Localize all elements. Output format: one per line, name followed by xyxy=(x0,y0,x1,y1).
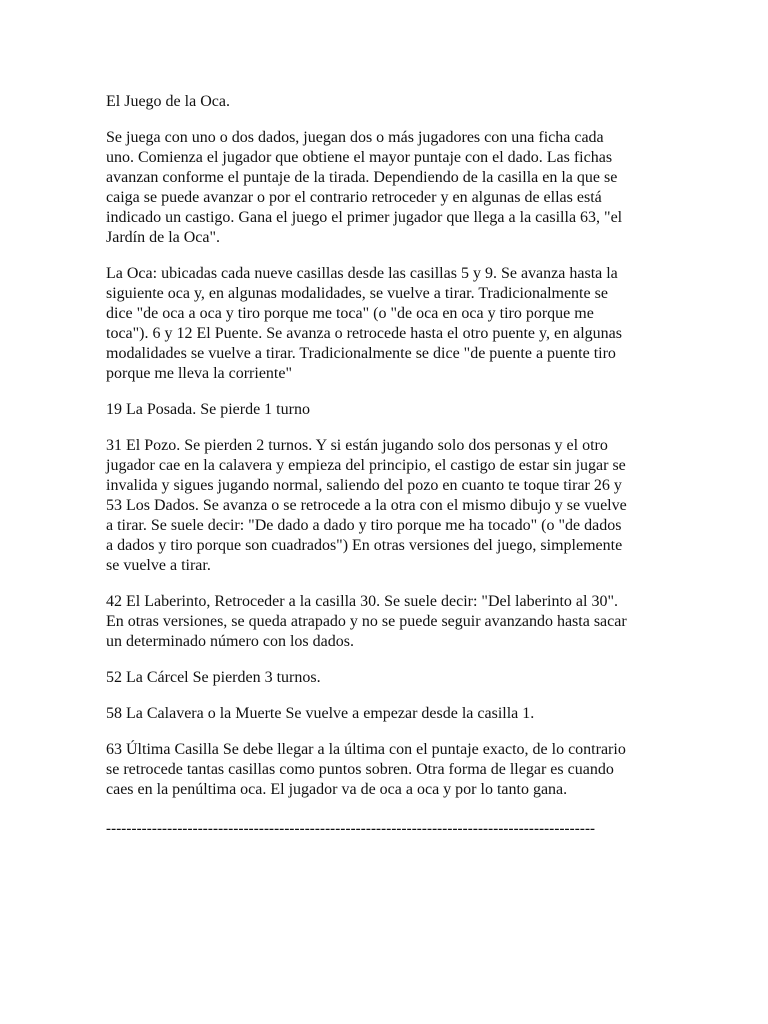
text-line: En otras versiones, se queda atrapado y no se puede seguir avanzando hasta sacar xyxy=(106,613,627,630)
text-line: siguiente oca y, en algunas modalidades, se vuelve a tirar. Tradicionalmente se xyxy=(106,285,608,302)
text-line: 53 Los Dados. Se avanza o se retrocede a la otra con el mismo dibujo y se vuelve xyxy=(106,497,627,514)
paragraph xyxy=(106,592,666,652)
document-body xyxy=(106,128,666,800)
text-line: toca"). 6 y 12 El Puente. Se avanza o retrocede hasta el otro puente y, en algunas xyxy=(106,325,622,342)
paragraph xyxy=(106,668,666,688)
text-line: se retrocede tantas casillas como puntos sobren. Otra forma de llegar es cuando xyxy=(106,761,614,778)
document-page xyxy=(106,92,666,839)
dashed-separator: ------------------------------------------------------------------------------------------------ xyxy=(106,821,596,837)
text-line: Jardín de la Oca". xyxy=(106,229,221,246)
text-line: 52 La Cárcel Se pierden 3 turnos. xyxy=(106,669,321,686)
text-line: caiga se puede avanzar o por el contrario retroceder y en algunas de ellas está xyxy=(106,189,602,206)
document-title: El Juego de la Oca. xyxy=(106,93,230,110)
text-line: Se juega con uno o dos dados, juegan dos o más jugadores con una ficha cada xyxy=(106,129,604,146)
text-line: 31 El Pozo. Se pierden 2 turnos. Y si están jugando solo dos personas y el otro xyxy=(106,437,608,454)
text-line: porque me lleva la corriente" xyxy=(106,365,292,382)
text-line: un determinado número con los dados. xyxy=(106,633,354,650)
text-line: caes en la penúltima oca. El jugador va de oca a oca y por lo tanto gana. xyxy=(106,781,568,798)
text-line: jugador cae en la calavera y empieza del principio, el castigo de estar sin jugar se xyxy=(106,457,626,474)
paragraph xyxy=(106,264,666,384)
paragraph xyxy=(106,128,666,248)
paragraph xyxy=(106,740,666,800)
text-line: modalidades se vuelve a tirar. Tradicionalmente se dice "de puente a puente tiro xyxy=(106,345,616,362)
paragraph xyxy=(106,704,666,724)
text-line: 63 Última Casilla Se debe llegar a la última con el puntaje exacto, de lo contrario xyxy=(106,741,626,758)
text-line: 58 La Calavera o la Muerte Se vuelve a empezar desde la casilla 1. xyxy=(106,705,535,722)
text-line: 42 El Laberinto, Retroceder a la casilla 30. Se suele decir: "Del laberinto al 30". xyxy=(106,593,618,610)
paragraph xyxy=(106,436,666,576)
text-line: indicado un castigo. Gana el juego el primer jugador que llega a la casilla 63, "el xyxy=(106,209,623,226)
text-line: La Oca: ubicadas cada nueve casillas desde las casillas 5 y 9. Se avanza hasta la xyxy=(106,265,618,282)
text-line: a tirar. Se suele decir: "De dado a dado y tiro porque me ha tocado" (o "de dados xyxy=(106,517,622,534)
text-line: avanzan conforme el puntaje de la tirada. Dependiendo de la casilla en la que se xyxy=(106,169,618,186)
text-line: a dados y tiro porque son cuadrados") En otras versiones del juego, simplemente xyxy=(106,537,623,554)
paragraph xyxy=(106,400,666,420)
text-line: invalida y sigues jugando normal, saliendo del pozo en cuanto te toque tirar 26 y xyxy=(106,477,622,494)
text-line: 19 La Posada. Se pierde 1 turno xyxy=(106,401,310,418)
text-line: uno. Comienza el jugador que obtiene el mayor puntaje con el dado. Las fichas xyxy=(106,149,613,166)
text-line: se vuelve a tirar. xyxy=(106,557,211,574)
text-line: dice "de oca a oca y tiro porque me toca" (o "de oca en oca y tiro porque me xyxy=(106,305,594,322)
